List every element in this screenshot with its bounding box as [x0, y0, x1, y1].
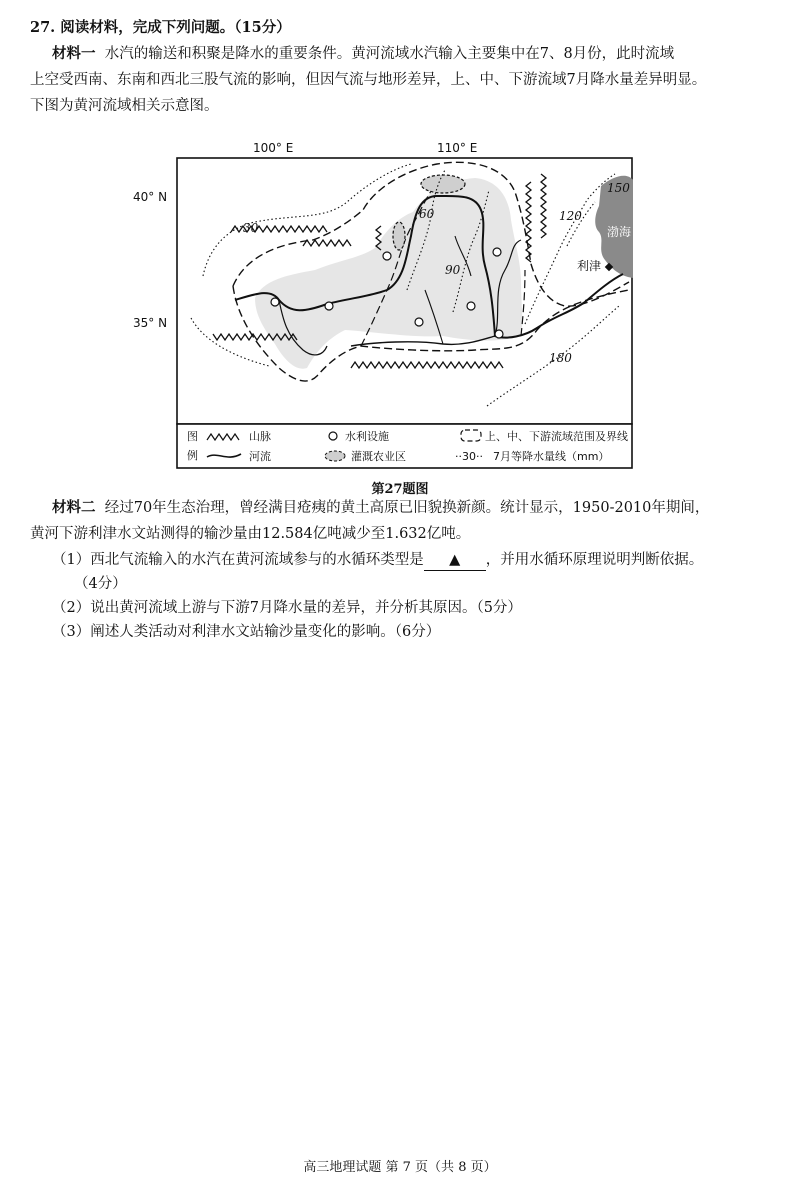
material-1-line-1	[52, 44, 674, 64]
lon-110-label: 110° E	[437, 141, 478, 155]
material-1-label: 材料一	[52, 45, 96, 62]
legend-facility-label: 水利设施	[345, 430, 389, 443]
legend-irrigation-symbol	[325, 451, 345, 461]
answer-blank[interactable]: ▲	[424, 550, 486, 571]
station-label: 利津	[577, 259, 602, 273]
material-1-line-2: 上空受西南、东南和西北三股气流的影响，但因气流与地形差异，上、中、下游流域7月降水量差异明显。	[30, 72, 707, 88]
isohyet-30-label: 30	[243, 221, 259, 235]
irrigation-area-ningxia	[393, 222, 405, 250]
sea-label: 渤海	[607, 225, 632, 239]
question-1-score: （4分）	[74, 576, 127, 592]
lat-35-label: 35° N	[133, 316, 168, 330]
material-2-text-1: 经过70年生态治理，曾经满目疮痍的黄土高原已旧貌换新颜。统计显示，1950-2010年期间，	[104, 500, 710, 516]
legend-isohyet-label: 7月等降水量线（mm）	[493, 450, 610, 463]
question-header: 27. 阅读材料，完成下列问题。（15分）	[30, 19, 291, 36]
legend-irrigation-label: 灌溉农业区	[351, 450, 406, 463]
legend-river-label: 河流	[249, 450, 271, 463]
legend-facility-symbol	[329, 432, 337, 440]
isohyet-90-label: 90	[445, 263, 461, 277]
question-1	[52, 550, 703, 571]
material-2-label: 材料二	[52, 499, 96, 516]
material-2-line-2: 黄河下游利津水文站测得的输沙量由12.584亿吨减少至1.632亿吨。	[30, 526, 471, 542]
question-1-text-b: ，并用水循环原理说明判断依据。	[485, 552, 704, 568]
lon-100-label: 100° E	[253, 141, 294, 155]
legend-mountain-label: 山脉	[249, 430, 271, 443]
isohyet-60-label: 60	[419, 207, 435, 221]
figure-caption: 第27题图	[371, 482, 429, 497]
irrigation-area-hetao	[421, 175, 465, 193]
lat-40-label: 40° N	[133, 190, 168, 204]
legend-title-1: 图	[187, 430, 198, 443]
isohyet-180-label: 180	[549, 351, 572, 365]
legend-isohyet-sample: ··30··	[455, 450, 483, 463]
isohyet-120-label: 120	[559, 209, 582, 223]
material-1-text-1: 水汽的输送和积聚是降水的重要条件。黄河流域水汽输入主要集中在7、8月份，此时流域	[104, 46, 675, 62]
legend-title-2: 例	[187, 449, 198, 462]
question-2: （2）说出黄河流域上游与下游7月降水量的差异，并分析其原因。（5分）	[52, 600, 522, 616]
question-3: （3）阐述人类活动对利津水文站输沙量变化的影响。（6分）	[52, 624, 441, 640]
isohyet-150-label: 150	[607, 181, 630, 195]
page-footer: 高三地理试题 第 7 页（共 8 页）	[303, 1160, 497, 1175]
legend-boundary-label: 上、中、下游流域范围及界线	[485, 430, 628, 443]
material-2-line-1	[52, 498, 709, 518]
material-1-line-3: 下图为黄河流域相关示意图。	[30, 98, 219, 114]
yellow-river-basin-map	[133, 140, 635, 472]
question-1-text-a: （1）西北气流输入的水汽在黄河流域参与的水循环类型是	[52, 552, 424, 568]
